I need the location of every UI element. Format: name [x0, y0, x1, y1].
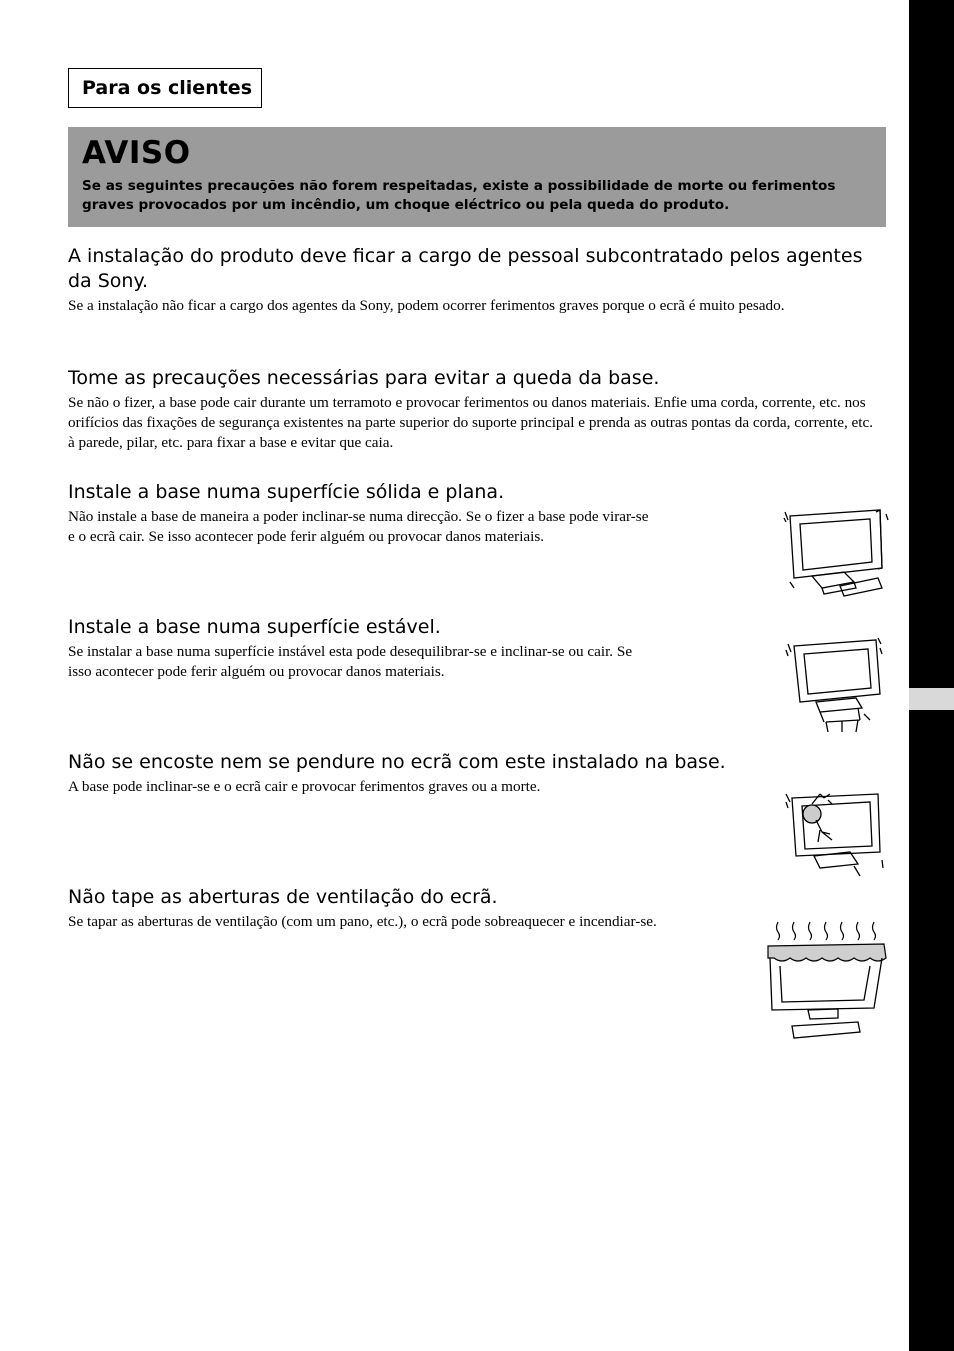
section-body: Se a instalação não ficar a cargo dos agentes da Sony, podem ocorrer ferimentos graves porque o ecrã é muito pesado. — [68, 297, 785, 314]
section-body: Se tapar as aberturas de ventilação (com um pano, etc.), o ecrã pode sobreaquecer e incendiar-se. — [68, 913, 657, 930]
page-edge-tab — [909, 688, 954, 710]
warning-title: AVISO — [82, 135, 191, 171]
section-flat-surface — [68, 480, 658, 547]
section-body: Não instale a base de maneira a poder inclinar-se numa direcção. Se o fizer a base pode virar-se e o ecrã cair. Se isso acontecer pode ferir alguém ou provocar danos materiais. — [68, 508, 649, 545]
section-stable-surface — [68, 615, 658, 682]
unstable-stool-illustration — [784, 636, 884, 734]
section-no-leaning — [68, 750, 848, 797]
covered-monitor-illustration — [764, 920, 890, 1046]
audience-label: Para os clientes — [68, 68, 262, 108]
section-heading: Instale a base numa superfície estável. — [68, 616, 441, 638]
section-heading: A instalação do produto deve ficar a cargo de pessoal subcontratado pelos agentes da Sony. — [68, 245, 863, 292]
section-body: A base pode inclinar-se e o ecrã cair e provocar ferimentos graves ou a morte. — [68, 778, 541, 795]
section-body: Se instalar a base numa superfície instável esta pode desequilibrar-se e inclinar-se ou cair. Se isso acontecer pode ferir alguém ou provocar danos materiais. — [68, 643, 633, 680]
tilted-monitor-illustration — [782, 508, 890, 600]
section-heading: Tome as precauções necessárias para evitar a queda da base. — [68, 367, 660, 389]
section-ventilation — [68, 885, 668, 932]
section-installation — [68, 244, 868, 316]
warning-box — [68, 127, 886, 227]
section-prevent-fall — [68, 366, 878, 453]
section-body: Se não o fizer, a base pode cair durante um terramoto e provocar ferimentos ou danos materiais. Enfie uma corda, corrente, etc. nos orifícios das fixações de segurança existentes na parte superior do suporte principal e prenda as outras pontas da corda, corrente, etc. à parede, pilar, etc. para fixar a base e evitar que caia. — [68, 394, 874, 451]
page-edge-bar — [909, 0, 954, 1351]
warning-text: Se as seguintes precauções não forem respeitadas, existe a possibilidade de morte ou ferimentos graves provocados por um incêndio, um choque eléctrico ou pela queda do produto. — [82, 178, 836, 213]
section-heading: Não tape as aberturas de ventilação do ecrã. — [68, 886, 498, 908]
section-heading: Não se encoste nem se pendure no ecrã com este instalado na base. — [68, 751, 726, 773]
hanging-person-illustration — [784, 790, 884, 882]
section-heading: Instale a base numa superfície sólida e plana. — [68, 481, 505, 503]
